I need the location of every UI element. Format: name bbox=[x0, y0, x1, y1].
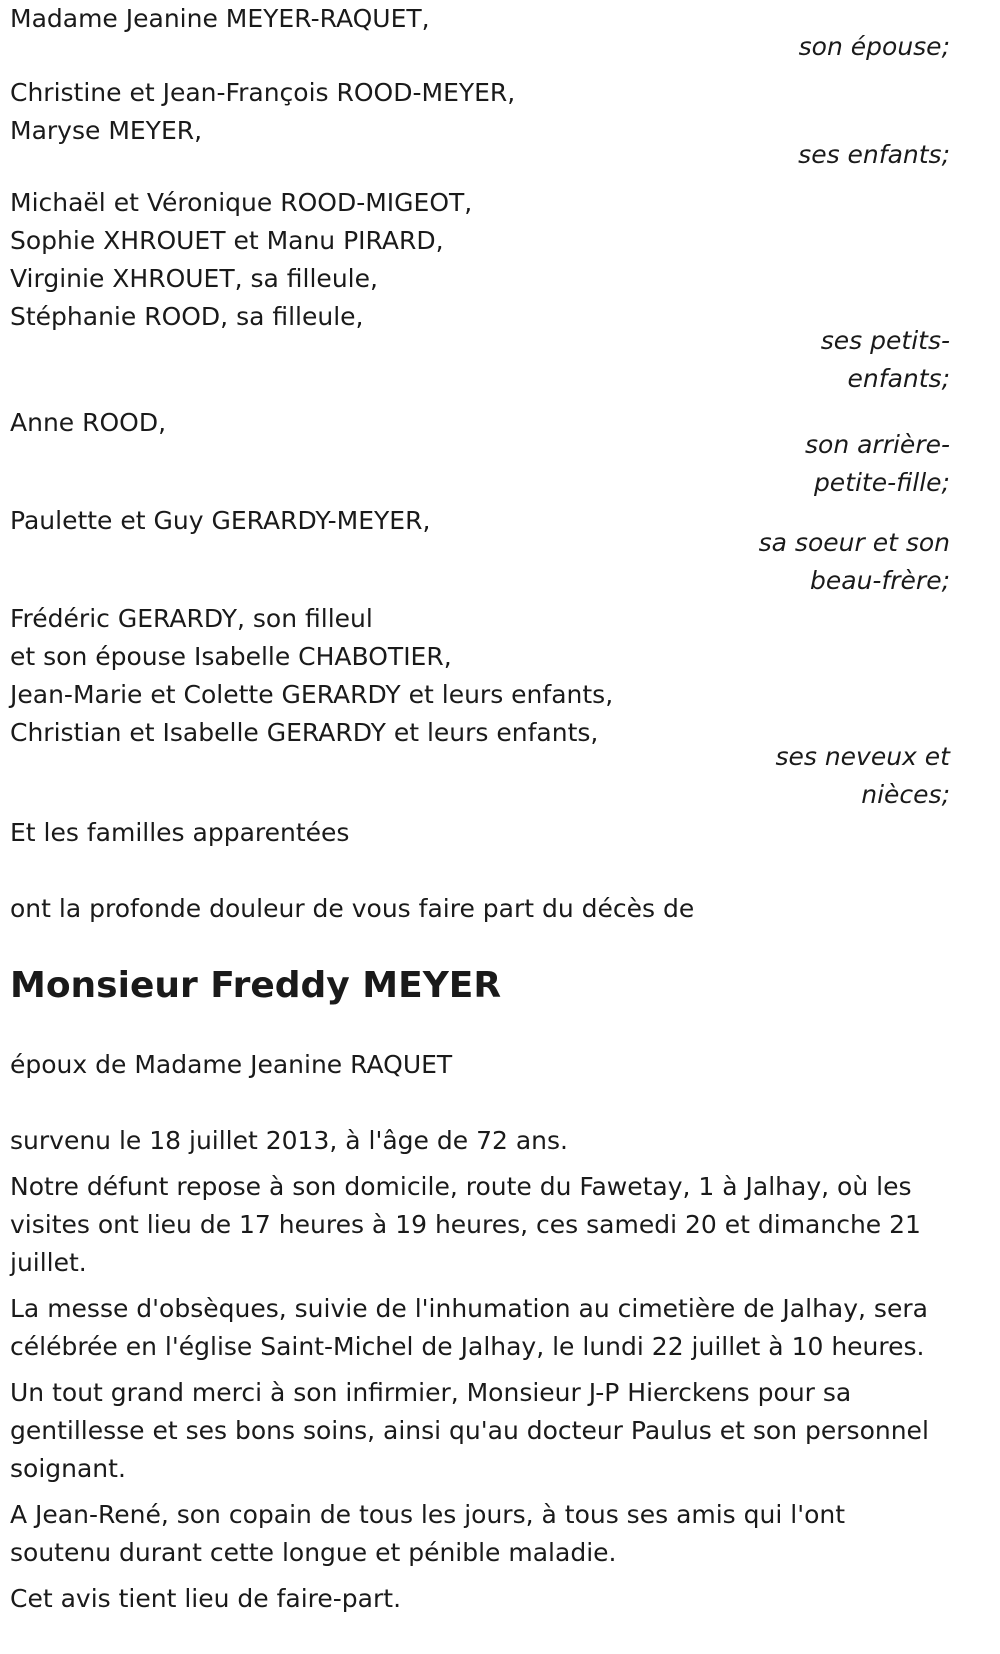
family-name-line: Madame Jeanine MEYER-RAQUET, bbox=[10, 4, 430, 33]
family-name-line: Michaël et Véronique ROOD-MIGEOT, bbox=[10, 188, 473, 217]
paragraph-funeral: La messe d'obsèques, suivie de l'inhumation au cimetière de Jalhay, sera célébrée en l'église Saint-Michel de Jalhay, le lundi 22 juillet à 10 heures. bbox=[10, 1294, 928, 1361]
relation-label: sa soeur et son beau-frère; bbox=[758, 528, 950, 595]
paragraph-thanks-nurse: Un tout grand merci à son infirmier, Monsieur J-P Hierckens pour sa gentillesse et ses bons soins, ainsi qu'au docteur Paulus et son personnel soignant. bbox=[10, 1378, 929, 1483]
paragraph-death-date: survenu le 18 juillet 2013, à l'âge de 72 ans. bbox=[10, 1126, 568, 1155]
family-group-great-grandchild bbox=[10, 404, 990, 502]
spouse-line: époux de Madame Jeanine RAQUET bbox=[10, 1050, 453, 1079]
family-group-nephews-nieces bbox=[10, 600, 990, 814]
family-name-line: et son épouse Isabelle CHABOTIER, bbox=[10, 642, 452, 671]
families-line: Et les familles apparentées bbox=[10, 818, 350, 847]
family-group-children bbox=[10, 74, 990, 174]
family-name-line: Virginie XHROUET, sa filleule, bbox=[10, 264, 378, 293]
family-names bbox=[10, 600, 990, 752]
relation-label: ses neveux et nièces; bbox=[775, 742, 950, 809]
family-names bbox=[10, 184, 990, 336]
relation-label: son épouse; bbox=[798, 32, 950, 61]
family-name-line: Paulette et Guy GERARDY-MEYER, bbox=[10, 506, 431, 535]
family-name-line: Anne ROOD, bbox=[10, 408, 167, 437]
family-name-line: Sophie XHROUET et Manu PIRARD, bbox=[10, 226, 444, 255]
paragraph-visitation: Notre défunt repose à son domicile, route du Fawetay, 1 à Jalhay, où les visites ont lieu de 17 heures à 19 heures, ces samedi 20 et dimanche 21 juillet. bbox=[10, 1172, 921, 1277]
family-group-sibling bbox=[10, 502, 990, 600]
family-group-grandchildren bbox=[10, 184, 990, 398]
relation-label: son arrière-petite-fille; bbox=[805, 430, 950, 497]
family-name-line: Christian et Isabelle GERARDY et leurs enfants, bbox=[10, 718, 599, 747]
relation-label: ses petits-enfants; bbox=[820, 326, 950, 393]
deceased-name: Monsieur Freddy MEYER bbox=[10, 965, 502, 1006]
family-name-line: Jean-Marie et Colette GERARDY et leurs enfants, bbox=[10, 680, 614, 709]
paragraph-thanks-friends: A Jean-René, son copain de tous les jours, à tous ses amis qui l'ont soutenu durant cette longue et pénible maladie. bbox=[10, 1500, 846, 1567]
paragraph-closing: Cet avis tient lieu de faire-part. bbox=[10, 1584, 402, 1613]
family-group-spouse bbox=[10, 0, 990, 66]
family-name-line: Christine et Jean-François ROOD-MEYER, bbox=[10, 78, 516, 107]
announcement-line: ont la profonde douleur de vous faire part du décès de bbox=[10, 894, 695, 923]
family-name-line: Stéphanie ROOD, sa filleule, bbox=[10, 302, 364, 331]
relation-label: ses enfants; bbox=[798, 140, 950, 169]
family-name-line: Frédéric GERARDY, son filleul bbox=[10, 604, 373, 633]
family-name-line: Maryse MEYER, bbox=[10, 116, 203, 145]
